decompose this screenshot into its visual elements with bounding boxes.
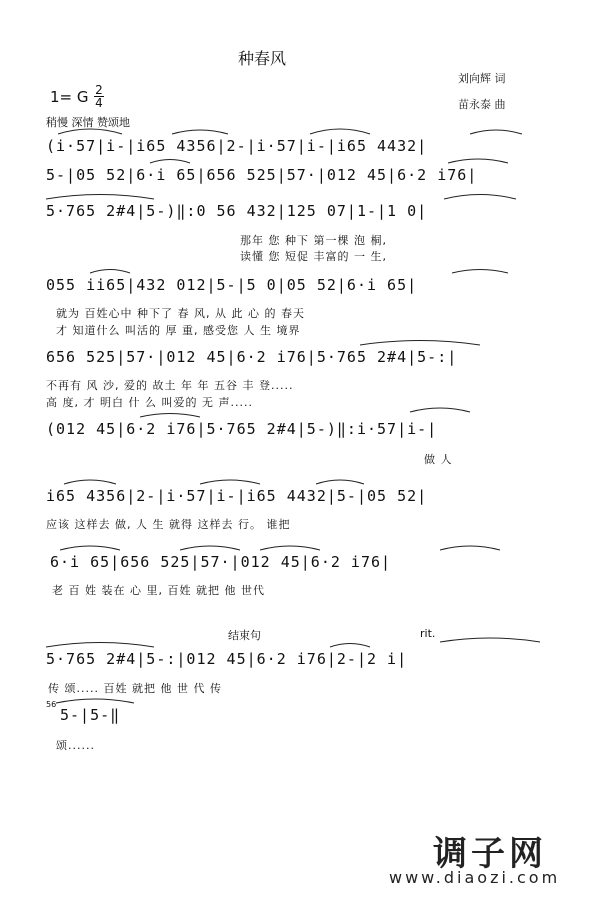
score-title: 种春风 <box>238 49 287 68</box>
lyric-line-3a: 那年 您 种下 第一棵 泡 桐, <box>240 234 387 247</box>
lyric-line-10: 颂...... <box>56 739 95 752</box>
lyric-line-4a: 就为 百姓心中 种下了 春 风, 从 此 心 的 春天 <box>56 307 305 320</box>
key-signature: 1= G <box>50 88 89 106</box>
notation-line-9: 5·765 2#4|5-:|012 45|6·2 i76|2-|2 i| <box>46 650 408 668</box>
slur <box>448 159 508 163</box>
slur <box>440 638 540 642</box>
slur <box>140 414 200 418</box>
watermark-url[interactable]: www.diaozi.com <box>389 868 561 887</box>
lyric-line-9: 传 颂..... 百姓 就把 他 世 代 传 <box>48 682 222 695</box>
slur <box>200 480 260 484</box>
notation-line-5: 656 525|57·|012 45|6·2 i76|5·765 2#4|5-:| <box>46 348 458 366</box>
lyric-line-3b: 读懂 您 短促 丰富的 一 生, <box>240 250 387 263</box>
notation-line-10: 5-|5-‖ <box>60 706 121 724</box>
slur <box>90 270 130 274</box>
lyricist-credit: 刘向辉 词 <box>458 72 506 85</box>
ritardando-label: rit. <box>420 627 436 640</box>
slur <box>410 408 470 412</box>
slur <box>360 341 480 346</box>
lyric-line-6: 做 人 <box>424 453 453 466</box>
ending-label: 结束句 <box>228 629 261 642</box>
slur <box>310 129 370 134</box>
slur <box>64 480 116 484</box>
lyric-line-7: 应该 这样去 做, 人 生 就得 这样去 行。 谁把 <box>46 518 291 531</box>
slur <box>46 195 154 200</box>
slur <box>260 546 320 550</box>
slur <box>452 270 508 274</box>
tempo-marking: 稍慢 深情 赞颂地 <box>46 116 130 129</box>
slur <box>58 129 122 134</box>
slur <box>150 160 190 164</box>
notation-line-7: i65 4356|2-|i·57|i-|i65 4432|5-|05 52| <box>46 487 428 505</box>
slur <box>440 546 500 550</box>
slur <box>56 699 134 703</box>
slur <box>444 195 516 200</box>
notation-line-1: (i·57|i-|i65 4356|2-|i·57|i-|i65 4432| <box>46 137 428 155</box>
slur <box>330 644 370 648</box>
slur <box>316 480 364 484</box>
slur <box>180 546 240 550</box>
time-signature-bottom: 4 <box>95 96 103 110</box>
lyric-line-8: 老 百 姓 装在 心 里, 百姓 就把 他 世代 <box>52 584 265 597</box>
lyric-line-5b: 高 度, 才 明白 什 么 叫爱的 无 声..... <box>46 396 253 409</box>
notation-line-2: 5-|05 52|6·i 65|656 525|57·|012 45|6·2 i76| <box>46 166 478 184</box>
notation-line-6: (012 45|6·2 i76|5·765 2#4|5-)‖:i·57|i-| <box>46 420 438 438</box>
grace-note-56: 56 <box>46 700 57 709</box>
lyric-line-5a: 不再有 风 沙, 爱的 故土 年 年 五谷 丰 登..... <box>46 379 294 392</box>
composer-credit: 苗永泰 曲 <box>458 98 506 111</box>
notation-line-3: 5·765 2#4|5-)‖:0 56 432|125 07|1-|1 0| <box>46 202 428 220</box>
slur <box>470 130 522 134</box>
lyric-line-4b: 才 知道什么 叫活的 厚 重, 感受您 人 生 境界 <box>56 324 301 337</box>
slur <box>60 546 120 550</box>
notation-line-4: 055 ii65|432 012|5-|5 0|05 52|6·i 65| <box>46 276 418 294</box>
notation-line-8: 6·i 65|656 525|57·|012 45|6·2 i76| <box>50 553 392 571</box>
watermark-logo: 调子网 <box>433 834 547 874</box>
slur <box>172 130 228 134</box>
slur <box>46 643 154 648</box>
time-signature-top: 2 <box>95 83 103 97</box>
